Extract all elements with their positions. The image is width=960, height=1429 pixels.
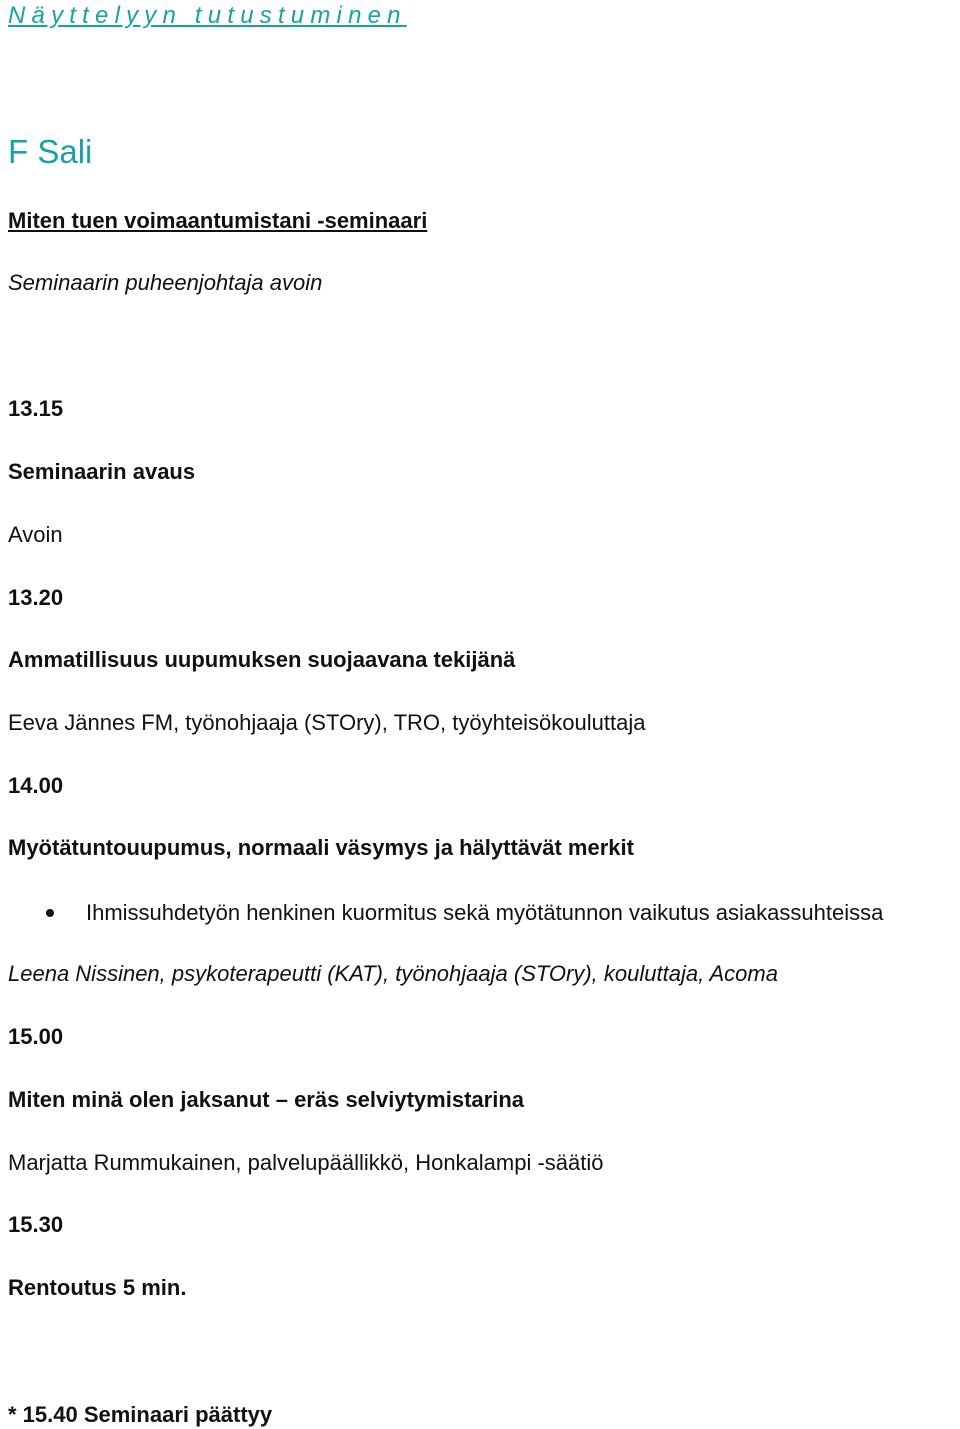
item-title-compassion-fatigue: Myötätuntouupumus, normaali väsymys ja hälyttävät merkit [8, 835, 634, 860]
bullet-dot-icon [46, 909, 54, 917]
time-1320: 13.20 [8, 585, 64, 610]
time-1530: 15.30 [8, 1212, 64, 1237]
exhibition-link[interactable]: Näyttelyyn tutustuminen [8, 2, 407, 29]
bullet-marker [46, 899, 54, 927]
time-1400: 14.00 [8, 773, 64, 798]
time-1500: 15.00 [8, 1024, 64, 1049]
item-title-survival-story: Miten minä olen jaksanut – eräs selviytymistarina [8, 1087, 524, 1112]
seminar-end: * 15.40 Seminaari päättyy [8, 1402, 273, 1427]
seminar-chair: Seminaarin puheenjohtaja avoin [8, 270, 323, 295]
time-1315: 13.15 [8, 396, 64, 421]
item-speaker-opening: Avoin [8, 522, 63, 547]
bullet-item-text: Ihmissuhdetyön henkinen kuormitus sekä myötätunnon vaikutus asiakassuhteissa [86, 900, 884, 925]
item-title-opening: Seminaarin avaus [8, 459, 196, 484]
item-title-professionalism: Ammatillisuus uupumuksen suojaavana tekijänä [8, 647, 516, 672]
item-speaker-nissinen: Leena Nissinen, psykoterapeutti (KAT), työnohjaaja (STOry), kouluttaja, Acoma [8, 961, 778, 986]
item-title-relaxation: Rentoutus 5 min. [8, 1275, 187, 1300]
seminar-title: Miten tuen voimaantumistani -seminaari [8, 208, 428, 233]
item-speaker-rummukainen: Marjatta Rummukainen, palvelupäällikkö, Honkalampi -säätiö [8, 1150, 604, 1175]
item-speaker-jannes: Eeva Jännes FM, työnohjaaja (STOry), TRO, työyhteisökouluttaja [8, 710, 646, 735]
room-title: F Sali [8, 133, 93, 170]
